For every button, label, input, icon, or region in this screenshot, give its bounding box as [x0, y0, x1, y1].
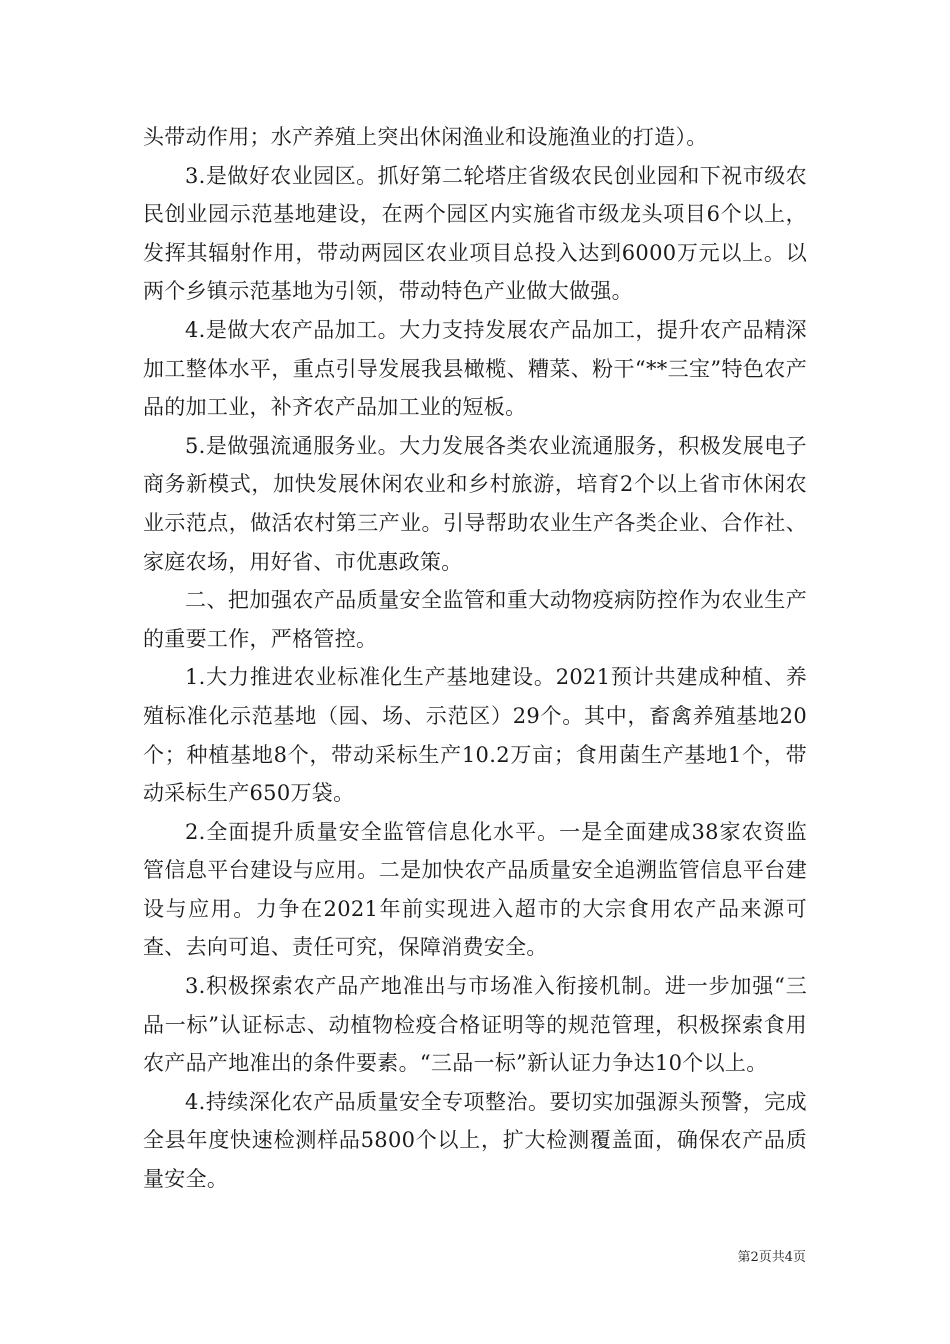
- paragraph-informatization: 2.全面提升质量安全监管信息化水平。一是全面建成38家农资监管信息平台建设与应用。二是加快农产品质量安全追溯监管信息平台建设与应用。力争在2021年前实现进入超市的大宗食用农产品来源可查、去向可追、责任可究，保障消费安全。: [143, 819, 807, 960]
- document-body: [143, 118, 807, 1199]
- paragraph-market-access: 3.积极探索农产品产地准出与市场准入衔接机制。进一步加强“三品一标”认证标志、动植物检疫合格证明等的规范管理，积极探索食用农产品产地准出的条件要素。“三品一标”新认证力争达10个以上。: [143, 974, 807, 1076]
- paragraph-rectification: 4.持续深化农产品质量安全专项整治。要切实加强源头预警，完成全县年度快速检测样品5800个以上，扩大检测覆盖面，确保农产品质量安全。: [143, 1089, 807, 1192]
- paragraph-continuation: 头带动作用；水产养殖上突出休闲渔业和设施渔业的打造）。: [143, 125, 708, 149]
- section-heading-quality-safety: 二、把加强农产品质量安全监管和重大动物疫病防控作为农业生产的重要工作，严格管控。: [143, 588, 807, 651]
- paragraph-standardization: 1.大力推进农业标准化生产基地建设。2021预计共建成种植、养殖标准化示范基地（园、场、示范区）29个。其中，畜禽养殖基地20个；种植基地8个，带动采标生产10.2万亩；食用菌生产基地1个，带动采标生产650万袋。: [143, 665, 807, 806]
- paragraph-processing: 4.是做大农产品加工。大力支持发展农产品加工，提升农产品精深加工整体水平，重点引导发展我县橄榄、糟菜、粉干“**三宝”特色农产品的加工业，补齐农产品加工业的短板。: [143, 317, 807, 420]
- paragraph-circulation: 5.是做强流通服务业。大力发展各类农业流通服务，积极发展电子商务新模式，加快发展休闲农业和乡村旅游，培育2个以上省市休闲农业示范点，做活农村第三产业。引导帮助农业生产各类企业、合作社、家庭农场，用好省、市优惠政策。: [143, 433, 807, 574]
- paragraph-agri-park: 3.是做好农业园区。抓好第二轮塔庄省级农民创业园和下祝市级农民创业园示范基地建设，在两个园区内实施省市级龙头项目6个以上，发挥其辐射作用，带动两园区农业项目总投入达到6000万元以上。以两个乡镇示范基地为引领，带动特色产业做大做强。: [143, 163, 807, 304]
- page-number: 第2页共4页: [737, 1250, 806, 1265]
